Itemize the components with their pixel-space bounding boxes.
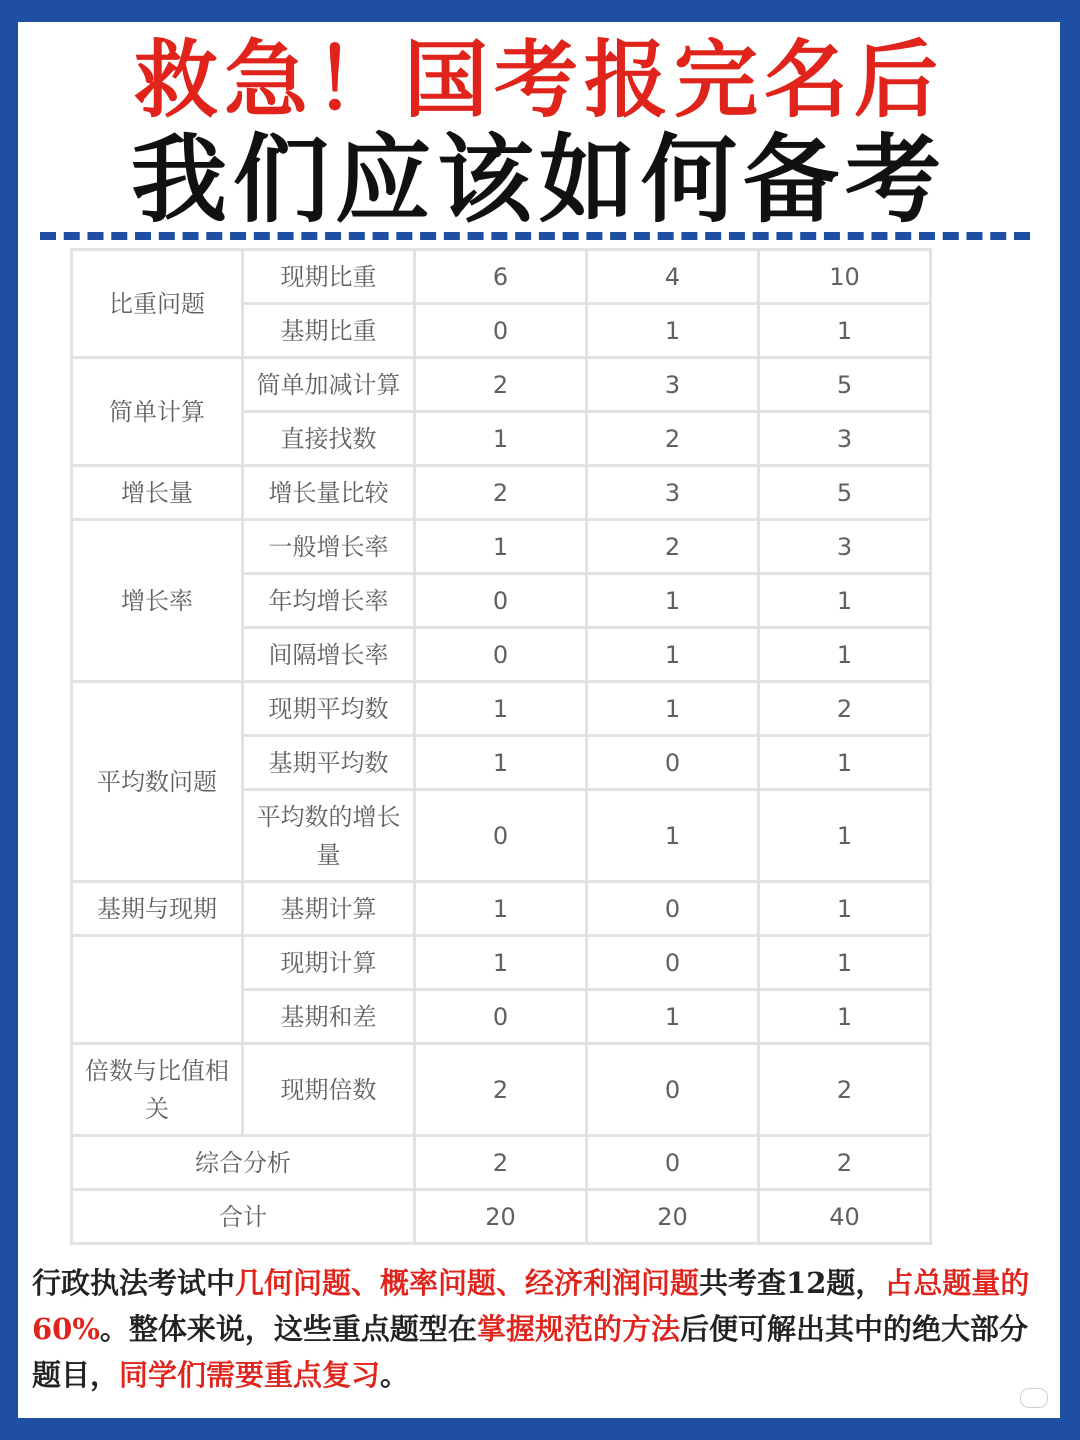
table-cell: 1 xyxy=(759,574,931,628)
table-cell: 40 xyxy=(759,1190,931,1244)
table-cell: 增长率 xyxy=(72,520,243,682)
table-cell: 增长量 xyxy=(72,466,243,520)
table-cell: 1 xyxy=(415,736,587,790)
table-cell: 2 xyxy=(759,682,931,736)
table-cell: 0 xyxy=(415,990,587,1044)
table-cell: 1 xyxy=(415,682,587,736)
table-cell: 1 xyxy=(415,520,587,574)
table-cell: 简单加减计算 xyxy=(243,358,415,412)
table-row xyxy=(72,1136,931,1190)
table-cell: 1 xyxy=(587,790,759,882)
table-cell: 5 xyxy=(759,466,931,520)
summary-paragraph xyxy=(32,1260,1046,1398)
table-cell: 0 xyxy=(415,304,587,358)
table-cell: 一般增长率 xyxy=(243,520,415,574)
table-cell: 1 xyxy=(415,412,587,466)
table-cell: 合计 xyxy=(72,1190,415,1244)
table-cell: 1 xyxy=(759,790,931,882)
table-cell: 0 xyxy=(587,1044,759,1136)
table-cell: 0 xyxy=(415,628,587,682)
table-cell: 1 xyxy=(587,304,759,358)
table-cell: 平均数的增长量 xyxy=(243,790,415,882)
table-cell: 现期平均数 xyxy=(243,682,415,736)
summary-text: 后便可解出其中的绝大部分题目， xyxy=(32,1312,1028,1392)
table-cell: 10 xyxy=(759,250,931,304)
table-cell: 6 xyxy=(415,250,587,304)
table-cell: 1 xyxy=(587,682,759,736)
table-cell: 年均增长率 xyxy=(243,574,415,628)
table-cell: 2 xyxy=(587,520,759,574)
table-cell: 0 xyxy=(587,882,759,936)
table-cell: 1 xyxy=(415,882,587,936)
table-cell: 1 xyxy=(759,936,931,990)
table-cell: 0 xyxy=(415,574,587,628)
table-cell: 1 xyxy=(759,736,931,790)
table-cell: 4 xyxy=(587,250,759,304)
summary-text: 共考查12题， xyxy=(699,1266,885,1300)
table-row xyxy=(72,1044,931,1136)
table-cell: 2 xyxy=(759,1044,931,1136)
poster-card xyxy=(18,22,1060,1418)
table-cell: 2 xyxy=(415,466,587,520)
summary-text: 行政执法考试中 xyxy=(32,1266,236,1300)
table-cell: 2 xyxy=(415,358,587,412)
table-cell: 现期倍数 xyxy=(243,1044,415,1136)
table-cell: 1 xyxy=(759,304,931,358)
question-stats-table xyxy=(70,248,932,1245)
summary-highlight: 几何问题、概率问题、经济利润问题 xyxy=(235,1266,700,1300)
summary-text: 。 xyxy=(380,1358,410,1392)
table-cell: 3 xyxy=(587,466,759,520)
table-cell: 基期和差 xyxy=(243,990,415,1044)
table-row xyxy=(72,358,931,412)
table-cell: 基期平均数 xyxy=(243,736,415,790)
table-cell: 1 xyxy=(759,628,931,682)
watermark-badge xyxy=(1020,1388,1048,1408)
table-cell: 平均数问题 xyxy=(72,682,243,882)
table-cell: 现期计算 xyxy=(243,936,415,990)
table-cell: 简单计算 xyxy=(72,358,243,466)
summary-highlight: 掌握规范的方法 xyxy=(476,1312,680,1346)
table-cell: 3 xyxy=(759,520,931,574)
table-cell: 2 xyxy=(415,1136,587,1190)
table-cell: 2 xyxy=(759,1136,931,1190)
table-cell: 现期比重 xyxy=(243,250,415,304)
table-cell: 基期比重 xyxy=(243,304,415,358)
table-row xyxy=(72,936,931,990)
table-cell: 5 xyxy=(759,358,931,412)
table-row xyxy=(72,682,931,736)
table-row xyxy=(72,1190,931,1244)
table-cell: 1 xyxy=(587,574,759,628)
headline-black: 我们应该如何备考 xyxy=(131,124,947,236)
table-cell: 1 xyxy=(587,628,759,682)
table-cell: 2 xyxy=(587,412,759,466)
table-row xyxy=(72,250,931,304)
table-cell: 1 xyxy=(415,936,587,990)
table-cell: 1 xyxy=(759,882,931,936)
table-cell: 3 xyxy=(587,358,759,412)
summary-highlight: 占总题量的 60% xyxy=(32,1266,1030,1346)
table-row xyxy=(72,882,931,936)
table-cell: 1 xyxy=(759,990,931,1044)
table-cell: 增长量比较 xyxy=(243,466,415,520)
table-cell: 20 xyxy=(415,1190,587,1244)
summary-text: 。整体来说，这些重点题型在 xyxy=(99,1312,477,1346)
table-cell: 倍数与比值相关 xyxy=(72,1044,243,1136)
table-cell: 3 xyxy=(759,412,931,466)
table-row xyxy=(72,466,931,520)
table-cell: 基期与现期 xyxy=(72,882,243,936)
table-cell: 直接找数 xyxy=(243,412,415,466)
table-cell: 2 xyxy=(415,1044,587,1136)
table-cell: 基期计算 xyxy=(243,882,415,936)
headline-red: 救急！国考报完名后 xyxy=(133,31,944,129)
dashed-divider xyxy=(40,232,1030,240)
table-cell: 比重问题 xyxy=(72,250,243,358)
table-cell: 20 xyxy=(587,1190,759,1244)
table-cell: 0 xyxy=(415,790,587,882)
table-cell xyxy=(72,936,243,1044)
table-cell: 0 xyxy=(587,1136,759,1190)
summary-highlight: 同学们需要重点复习 xyxy=(119,1358,381,1392)
table-cell: 1 xyxy=(587,990,759,1044)
table-cell: 0 xyxy=(587,736,759,790)
table-cell: 间隔增长率 xyxy=(243,628,415,682)
table-cell: 综合分析 xyxy=(72,1136,415,1190)
table-cell: 0 xyxy=(587,936,759,990)
table-row xyxy=(72,520,931,574)
